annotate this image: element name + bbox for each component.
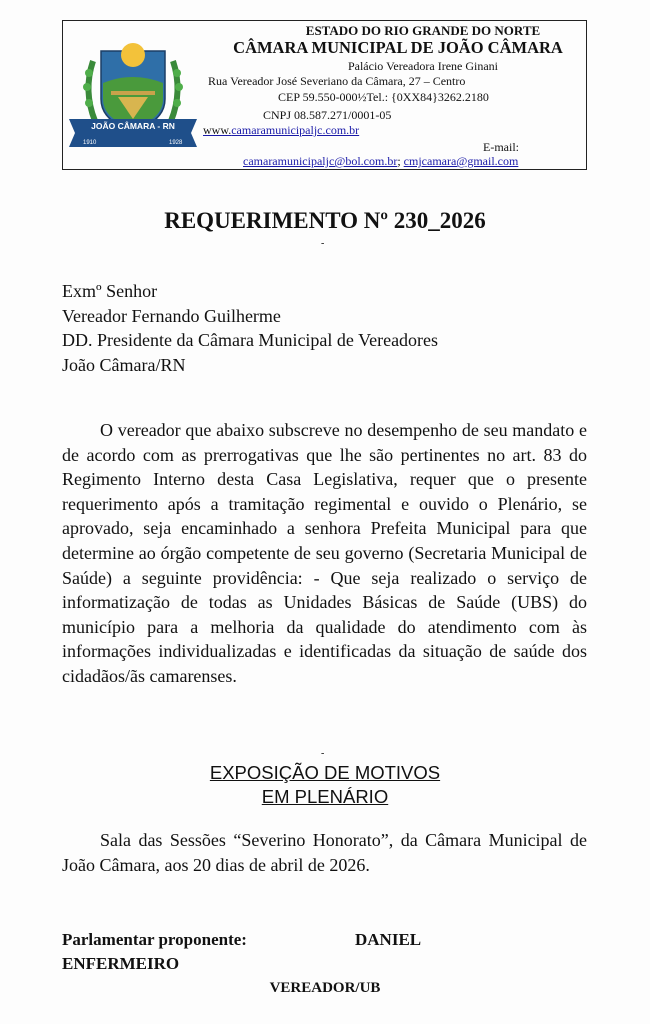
exposition-heading [0, 761, 650, 809]
website-prefix: www. [203, 123, 232, 137]
email-line [243, 154, 588, 169]
email-label: E-mail: [483, 140, 519, 154]
exposition-line-2: EM PLENÁRIO [261, 786, 389, 807]
addressee-line: Exmº Senhor [62, 281, 158, 301]
palace-name: Palácio Vereadora Irene Ginani [347, 59, 499, 73]
proponent-name-last: ENFERMEIRO [62, 954, 180, 973]
addressee-line: DD. Presidente da Câmara Municipal de Vereadores [62, 330, 439, 350]
title-dash: - [321, 238, 325, 249]
addressee-block [62, 279, 438, 377]
addressee-line: Vereador Fernando Guilherme [62, 305, 281, 326]
closing-paragraph [62, 828, 587, 878]
logo-ribbon-text: JOÃO CÂMARA - RN [91, 121, 175, 131]
website-line [203, 123, 583, 138]
proponent-label: Parlamentar proponente: [62, 930, 247, 949]
email-separator: ; [397, 154, 404, 168]
closing-text: Sala das Sessões “Severino Honorato”, da Câmara Municipal de João Câmara, aos 20 dias de abril de 2026. [62, 830, 587, 875]
letterhead [62, 20, 587, 170]
chamber-name: CÂMARA MUNICIPAL DE JOÃO CÂMARA [233, 38, 563, 57]
exposition-line-1: EXPOSIÇÃO DE MOTIVOS [209, 762, 441, 783]
proponent-name-first: DANIEL [355, 930, 422, 949]
street-address: Rua Vereador José Severiano da Câmara, 27 – Centro [208, 74, 466, 88]
request-body-text: O vereador que abaixo subscreve no desempenho de seu mandato e de acordo com as prerrogativas que lhe são pertinentes no art. 83 do Regimento Interno desta Casa Legislativa, requer que o presente requerimento após a tramitação regimental e ouvido o Plenário, se aprovado, seja encaminhado a senhora Prefeita Municipal para que determine ao órgão competente de seu governo (Secretaria Municipal de Saúde) a seguinte providência: - Que seja realizado o serviço de informatização de todas as Unidades Básicas de Saúde (UBS) do município para a melhoria da qualidade do atendimento com às informações individualizadas e identificadas da situação de saúde dos cidadãos/ãs camarenses. [62, 420, 587, 686]
cep-phone: CEP 59.550-000½Tel.: {0XX84}3262.2180 [278, 90, 489, 104]
state-name: ESTADO DO RIO GRANDE DO NORTE [305, 23, 541, 38]
document-title: REQUERIMENTO Nº 230_2026 [164, 208, 486, 233]
website-link[interactable]: camaramunicipaljc.com.br [231, 123, 360, 137]
cnpj: CNPJ 08.587.271/0001-05 [263, 108, 392, 122]
email-link-bol[interactable]: camaramunicipaljc@bol.com.br [243, 154, 398, 168]
section-dash: - [321, 748, 325, 759]
municipal-coat-of-arms-logo [63, 21, 203, 169]
request-body [62, 418, 587, 689]
logo-year-right: 1928 [169, 140, 183, 146]
email-link-gmail[interactable]: cmjcamara@gmail.com [403, 154, 519, 168]
proponent-role: VEREADOR/UB [269, 980, 381, 996]
logo-year-left: 1910 [83, 140, 97, 146]
addressee-line: João Câmara/RN [62, 354, 186, 375]
